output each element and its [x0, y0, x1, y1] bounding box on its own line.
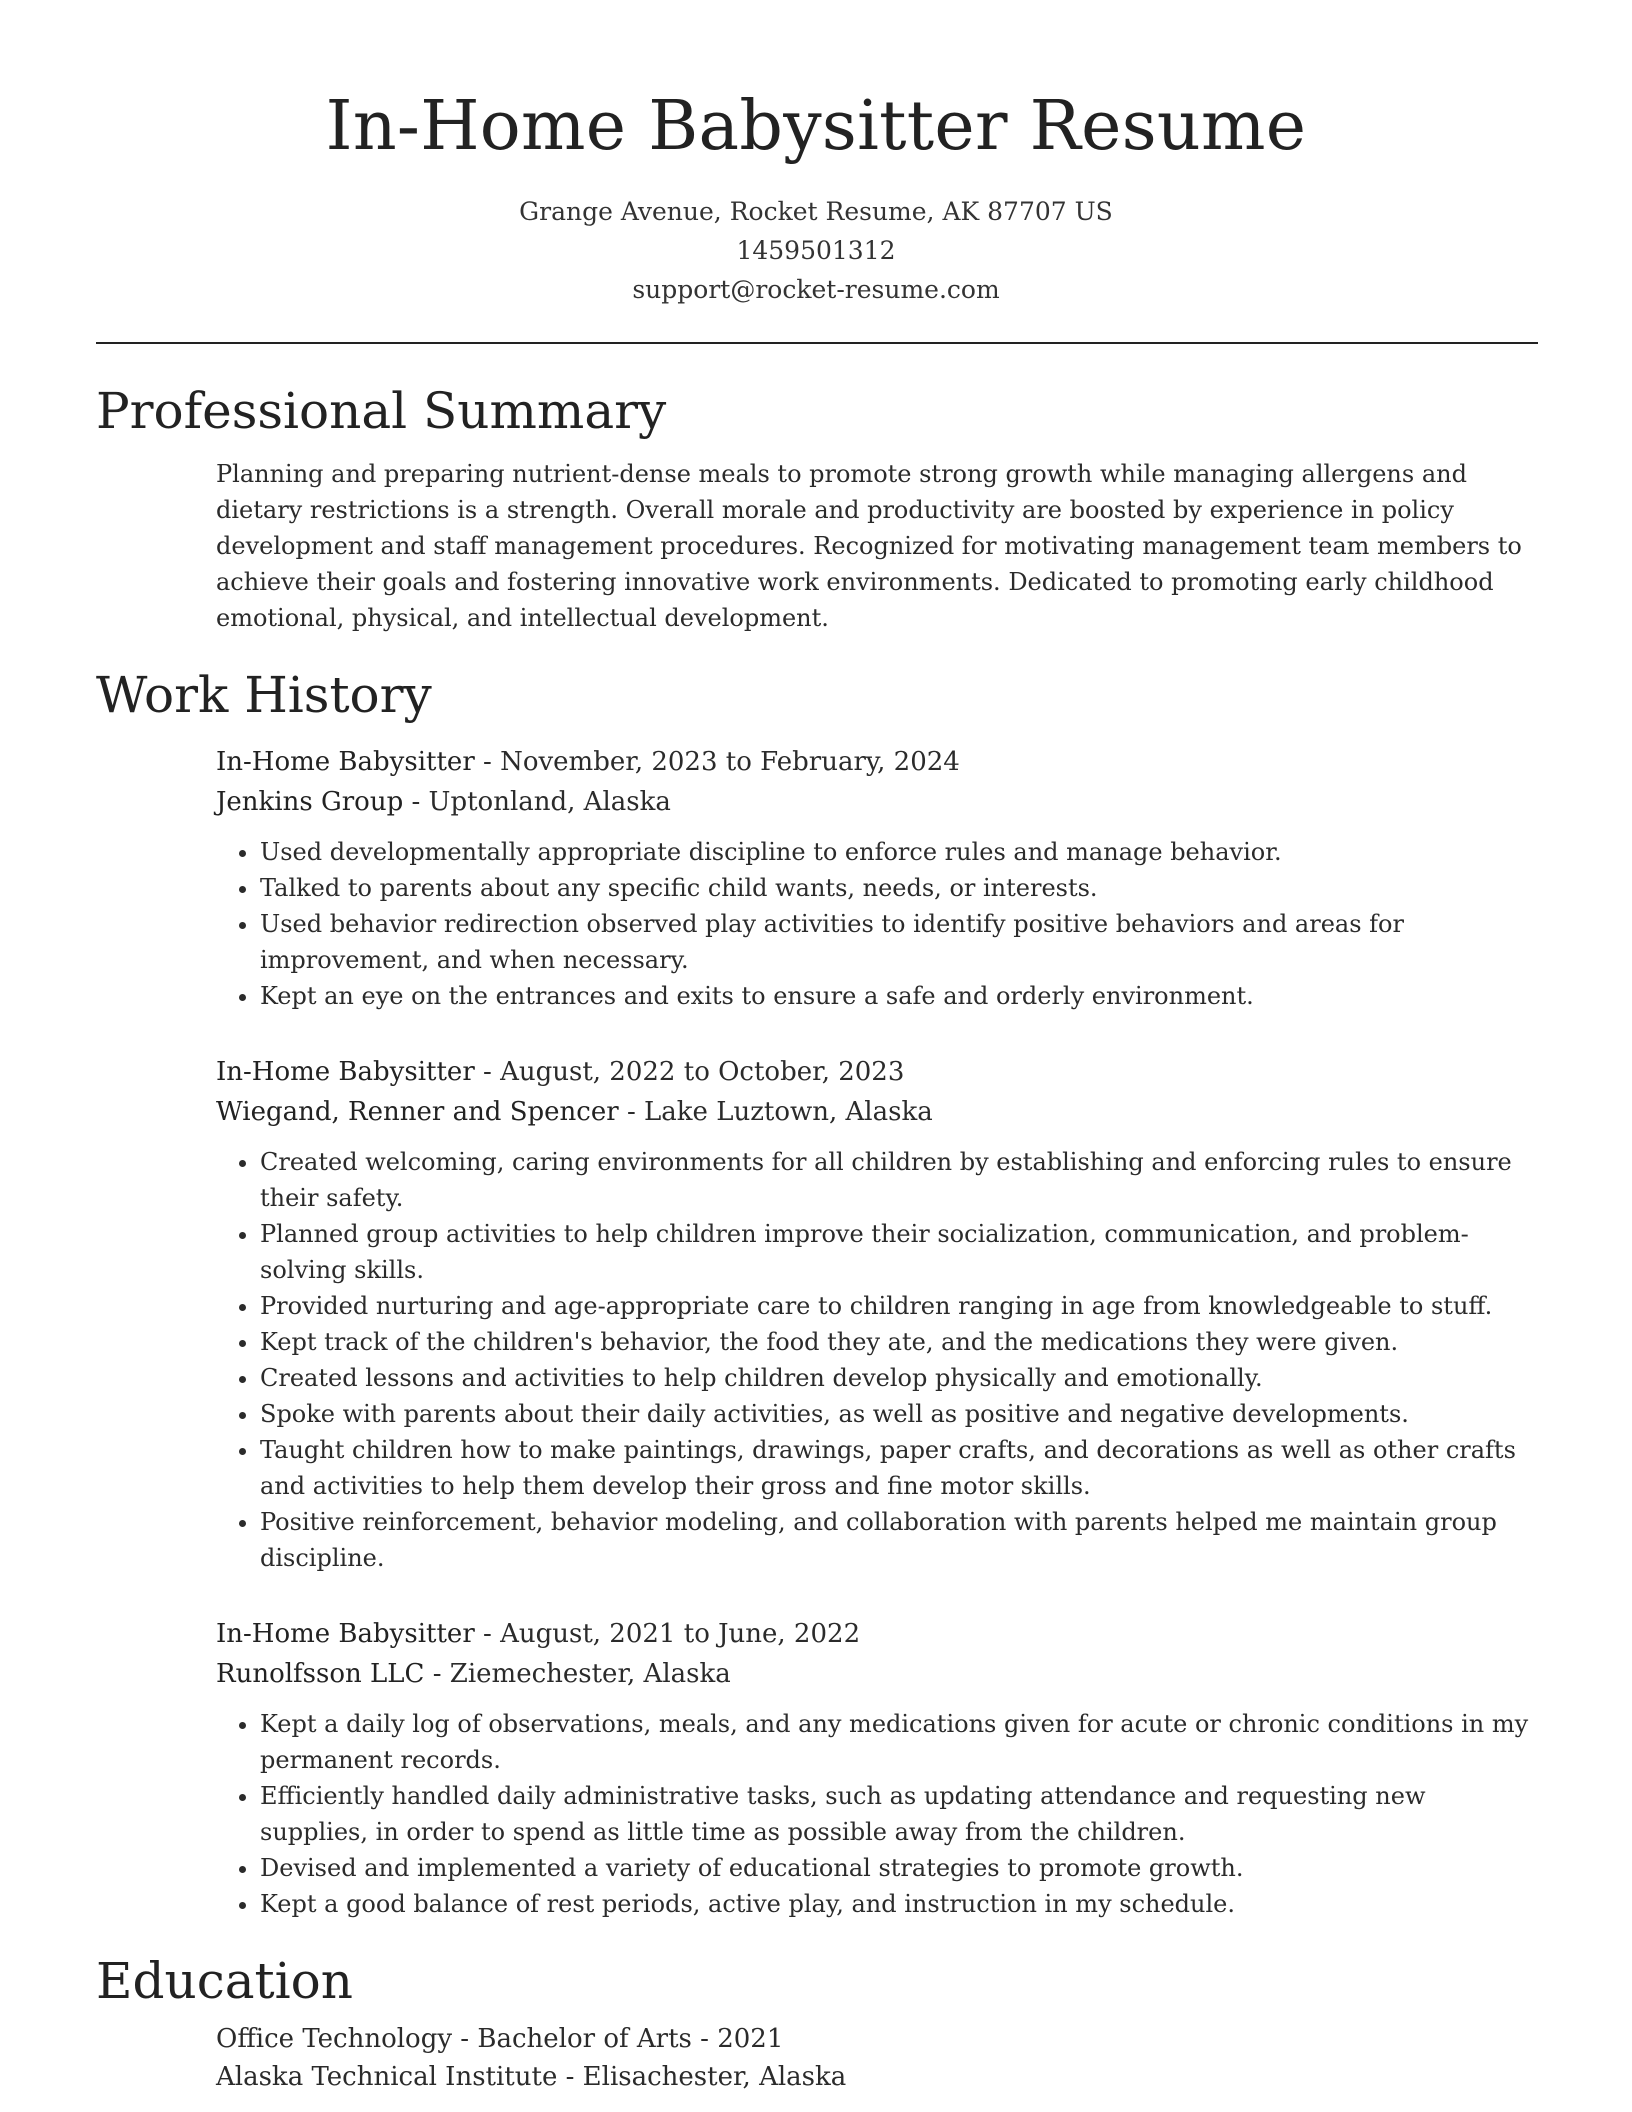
job-title-line: [216, 1052, 1538, 1092]
job-bullet: • Devised and implemented a variety of educational strategies to promote growth.: [260, 1850, 1538, 1886]
job-bullet: • Kept an eye on the entrances and exits to ensure a safe and orderly environment.: [260, 978, 1538, 1014]
education-field: Office Technology: [216, 2024, 453, 2054]
summary-heading: Professional Summary: [96, 382, 667, 440]
job-company-line: [216, 1654, 1538, 1694]
resume-header: [0, 0, 1632, 309]
job-bullet: • Positive reinforcement, behavior modeling, and collaboration with parents helped me maintain group discipline.: [260, 1504, 1538, 1576]
job-bullet: • Talked to parents about any specific child wants, needs, or interests.: [260, 870, 1538, 906]
education-heading: Education: [96, 1952, 353, 2010]
job-title-line: [216, 742, 1538, 782]
education-year: 2021: [717, 2024, 784, 2054]
separator: -: [424, 1659, 450, 1689]
job-dates: August, 2022 to October, 2023: [500, 1057, 905, 1087]
job-location: Lake Luztown, Alaska: [644, 1097, 933, 1127]
education-location: Elisachester, Alaska: [582, 2062, 847, 2092]
separator: -: [691, 2024, 718, 2054]
job-entry: [216, 1052, 1538, 1576]
job-entry: [216, 742, 1538, 1014]
job-company: Wiegand, Renner and Spencer: [216, 1097, 619, 1127]
job-bullet: • Used developmentally appropriate discipline to enforce rules and manage behavior.: [260, 834, 1538, 870]
job-bullet: • Efficiently handled daily administrative tasks, such as updating attendance and requesting new supplies, in order to spend as little time as possible away from the children.: [260, 1778, 1538, 1850]
separator: -: [452, 2024, 478, 2054]
separator: -: [474, 1619, 501, 1649]
job-bullet: • Planned group activities to help children improve their socialization, communication, and problem-solving skills.: [260, 1216, 1538, 1288]
work-history-heading: Work History: [96, 666, 432, 724]
job-bullet: • Taught children how to make paintings, drawings, paper crafts, and decorations as well as other crafts and activities to help them develop their gross and fine motor skills.: [260, 1432, 1538, 1504]
job-title-line: [216, 1614, 1538, 1654]
job-bullet: • Spoke with parents about their daily activities, as well as positive and negative developments.: [260, 1396, 1538, 1432]
job-bullet: • Kept a good balance of rest periods, active play, and instruction in my schedule.: [260, 1886, 1538, 1922]
resume-title: In-Home Babysitter Resume: [325, 87, 1307, 166]
education-degree: Bachelor of Arts: [477, 2024, 692, 2054]
job-entry: [216, 1614, 1538, 1922]
separator: -: [557, 2062, 583, 2092]
job-dates: November, 2023 to February, 2024: [500, 747, 960, 777]
job-role: In-Home Babysitter: [216, 747, 475, 777]
separator: -: [403, 787, 429, 817]
job-bullet: • Kept a daily log of observations, meals, and any medications given for acute or chronic conditions in my permanent records.: [260, 1706, 1538, 1778]
education-school-line: [216, 2058, 1538, 2096]
summary-section: [96, 380, 1538, 636]
email: support@rocket-resume.com: [632, 275, 1000, 304]
job-company-line: [216, 782, 1538, 822]
contact-block: [0, 192, 1632, 309]
separator: -: [474, 1057, 501, 1087]
summary-text: Planning and preparing nutrient-dense meals to promote strong growth while managing allergens and dietary restrictions is a strength. Overall morale and productivity are boosted by experience in policy development and staff management procedures. Recognized for motivating management team members to achieve their goals and fostering innovative work environments. Dedicated to promoting early childhood emotional, physical, and intellectual development.: [216, 460, 1522, 632]
job-company: Runolfsson LLC: [216, 1659, 425, 1689]
job-role: In-Home Babysitter: [216, 1057, 475, 1087]
phone: 1459501312: [736, 236, 896, 265]
job-bullet: • Created lessons and activities to help children develop physically and emotionally.: [260, 1360, 1538, 1396]
job-bullet: • Created welcoming, caring environments for all children by establishing and enforcing rules to ensure their safety.: [260, 1144, 1538, 1216]
education-degree-line: [216, 2020, 1538, 2058]
job-location: Ziemechester, Alaska: [449, 1659, 731, 1689]
address: Grange Avenue, Rocket Resume, AK 87707 US: [519, 197, 1113, 226]
header-divider: [96, 342, 1538, 344]
job-bullet: • Provided nurturing and age-appropriate care to children ranging in age from knowledgeable to stuff.: [260, 1288, 1538, 1324]
job-company: Jenkins Group: [216, 787, 404, 817]
job-location: Uptonland, Alaska: [428, 787, 671, 817]
job-bullets: [260, 834, 1538, 1014]
job-role: In-Home Babysitter: [216, 1619, 475, 1649]
job-bullet: • Kept track of the children's behavior, the food they ate, and the medications they were given.: [260, 1324, 1538, 1360]
job-dates: August, 2021 to June, 2022: [500, 1619, 861, 1649]
job-company-line: [216, 1092, 1538, 1132]
work-history-section: [96, 664, 1538, 1922]
job-bullet: • Used behavior redirection observed play activities to identify positive behaviors and areas for improvement, and when necessary.: [260, 906, 1538, 978]
education-section: [96, 1950, 1538, 2096]
separator: -: [474, 747, 501, 777]
education-school: Alaska Technical Institute: [216, 2062, 558, 2092]
job-bullets: [260, 1706, 1538, 1922]
separator: -: [618, 1097, 645, 1127]
job-bullets: [260, 1144, 1538, 1576]
